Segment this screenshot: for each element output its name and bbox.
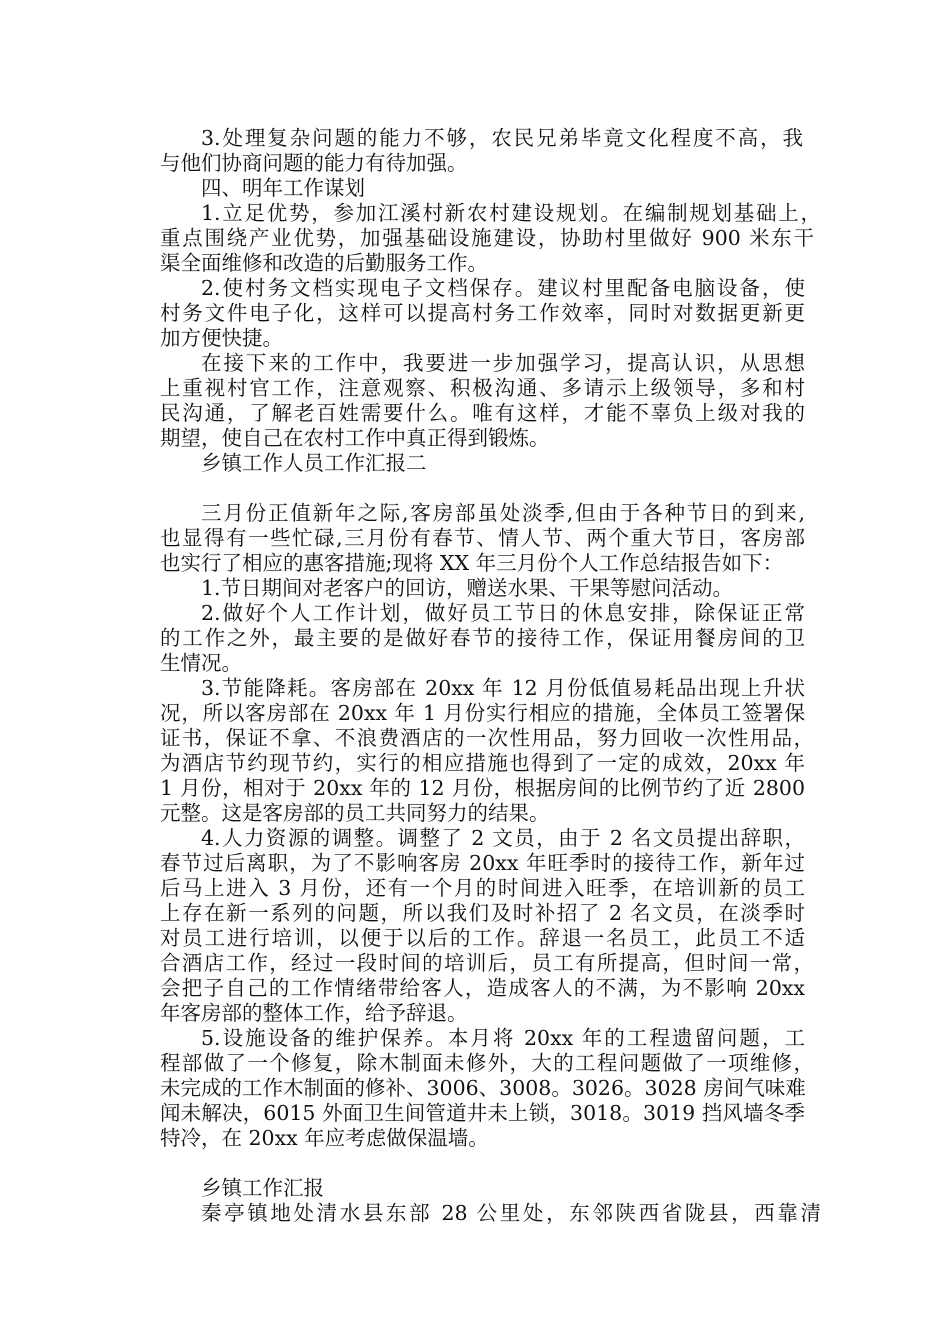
text-line [201,201,821,226]
text-line [160,251,488,276]
line-text: 上存在新一系列的问题，所以我们及时补招了 2 名文员，在淡季时 [160,901,805,925]
line-text: 会把子自己的工作情绪带给客人，造成客人的不满，为不影响 20xx [160,976,805,1000]
text-line [201,501,805,526]
text-line [160,876,805,901]
text-line [201,1026,805,1051]
text-line [160,551,783,576]
text-line [201,1201,821,1226]
line-text: 1.节日期间对老客户的回访，赠送水果、干果等慰问活动。 [201,576,734,600]
text-line [160,976,805,1001]
line-text: 合酒店工作，经过一段时间的培训后，员工有所提高，但时间一常， [160,951,814,975]
section-heading [201,1176,324,1201]
text-line [160,726,814,751]
text-line [160,751,805,776]
line-text: 证书，保证不拿、不浪费酒店的一次性用品，努力回收一次性用品， [160,726,814,750]
text-line [160,701,805,726]
text-line [160,776,805,801]
line-text: 对员工进行培训，以便于以后的工作。辞退一名员工，此员工不适 [160,926,805,950]
line-text: 期望，使自己在农村工作中真正得到锻炼。 [160,426,550,450]
line-text: 未完成的工作木制面的修补、3006、3008。3026。3028 房间气味难 [160,1076,806,1100]
text-line [160,1126,489,1151]
text-line [201,676,805,701]
line-text: 村务文件电子化，这样可以提高村务工作效率，同时对数据更新更 [160,301,805,325]
line-text: 上重视村官工作，注意观察、积极沟通、多请示上级领导，多和村 [160,376,805,400]
line-text: 年客房部的整体工作，给予辞退。 [160,1001,468,1025]
text-line [201,276,805,301]
text-line [160,301,805,326]
line-text: 闻未解决，6015 外面卫生间管道井未上锁，3018。3019 挡风墙冬季 [160,1101,805,1125]
text-line [201,351,805,376]
text-line [160,526,805,551]
text-line [160,426,550,451]
text-line [160,1051,814,1076]
text-line [160,401,805,426]
line-text: 5.设施设备的维护保养。本月将 20xx 年的工程遗留问题，工 [201,1026,805,1050]
text-line [160,226,814,251]
line-text: 秦亭镇地处清水县东部 28 公里处，东邻陕西省陇县，西靠清 [201,1201,821,1225]
line-text: 也实行了相应的惠客措施;现将 XX 年三月份个人工作总结报告如下： [160,551,784,575]
line-text: 乡镇工作汇报 [201,1176,324,1200]
line-text: 与他们协商问题的能力有待加强。 [160,151,468,175]
text-line [160,326,283,351]
line-text: 元整。这是客房部的员工共同努力的结果。 [160,801,550,825]
line-text: 程部做了一个修复，除木制面未修外，大的工程问题做了一项维修， [160,1051,814,1075]
text-line [201,601,805,626]
text-line [201,826,805,851]
text-line [160,951,814,976]
line-text: 4.人力资源的调整。调整了 2 文员，由于 2 名文员提出辞职， [201,826,805,850]
line-text: 为酒店节约现节约，实行的相应措施也得到了一定的成效，20xx 年 [160,751,805,775]
text-line [160,851,805,876]
line-text: 在接下来的工作中，我要进一步加强学习，提高认识，从思想 [201,351,805,375]
line-text: 乡镇工作人员工作汇报二 [201,451,427,475]
line-text: 3.处理复杂问题的能力不够，农民兄弟毕竟文化程度不高，我 [201,126,803,150]
text-line [160,1001,468,1026]
section-heading [201,451,427,476]
line-text: 四、明年工作谋划 [201,176,365,200]
line-text: 生情况。 [160,651,242,675]
line-text: 三月份正值新年之际,客房部虽处淡季,但由于各种节日的到来, [201,501,805,525]
line-text: 的工作之外，最主要的是做好春节的接待工作，保证用餐房间的卫 [160,626,805,650]
text-line [160,651,242,676]
line-text: 也显得有一些忙碌,三月份有春节、情人节、两个重大节日，客房部 [160,526,805,550]
line-text: 2.做好个人工作计划，做好员工节日的休息安排，除保证正常 [201,601,805,625]
line-text: 特冷，在 20xx 年应考虑做保温墙。 [160,1126,489,1150]
text-line [160,626,805,651]
text-line [160,151,468,176]
line-text: 重点围绕产业优势，加强基础设施建设，协助村里做好 900 米东干 [160,226,814,250]
text-line [160,1101,805,1126]
section-heading [201,176,365,201]
text-line [160,901,805,926]
line-text: 渠全面维修和改造的后勤服务工作。 [160,251,488,275]
line-text: 后马上进入 3 月份，还有一个月的时间进入旺季，在培训新的员工 [160,876,805,900]
text-line [201,576,733,601]
line-text: 加方便快捷。 [160,326,283,350]
text-line [160,801,550,826]
text-line [201,126,803,151]
text-line [160,1076,805,1101]
line-text: 1.立足优势，参加江溪村新农村建设规划。在编制规划基础上， [201,201,821,225]
text-line [160,926,805,951]
text-line [160,376,805,401]
line-text: 2.使村务文档实现电子文档保存。建议村里配备电脑设备，使 [201,276,805,300]
line-text: 1 月份，相对于 20xx 年的 12 月份，根据房间的比例节约了近 2800 [160,776,805,800]
line-text: 春节过后离职，为了不影响客房 20xx 年旺季时的接待工作，新年过 [160,851,805,875]
line-text: 况，所以客房部在 20xx 年 1 月份实行相应的措施，全体员工签署保 [160,701,805,725]
line-text: 民沟通，了解老百姓需要什么。唯有这样，才能不辜负上级对我的 [160,401,805,425]
line-text: 3.节能降耗。客房部在 20xx 年 12 月份低值易耗品出现上升状 [201,676,805,700]
